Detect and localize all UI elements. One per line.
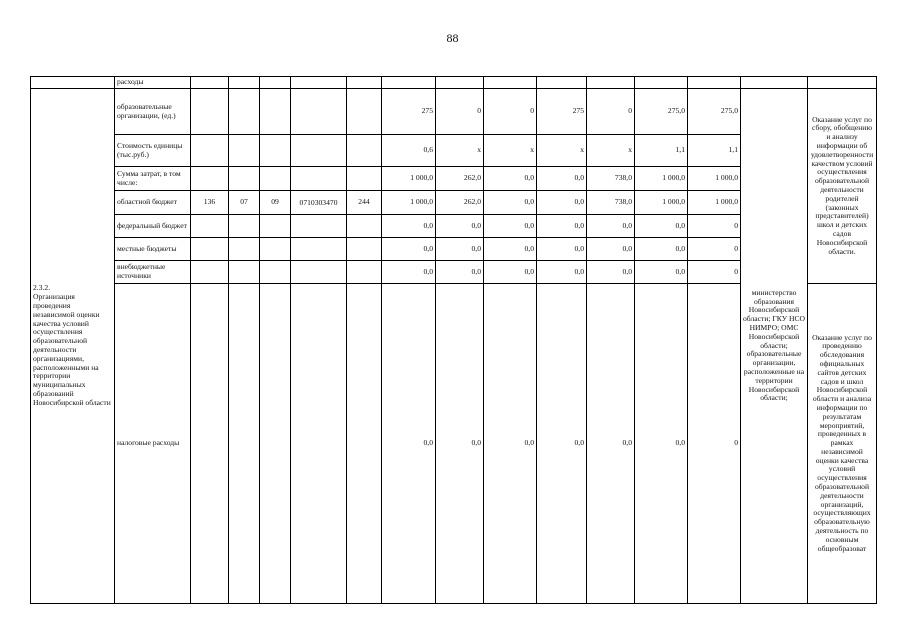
value-cell: 0,0 [635,284,688,604]
value-cell: 0,0 [537,238,587,261]
value-cell: х [436,135,484,167]
row-label: федеральный бюджет [115,215,191,238]
value-cell: 0,0 [537,261,587,284]
csr-cell [291,238,347,261]
vr-cell [347,284,382,604]
value-cell: 0,0 [484,261,537,284]
value-cell: 0,0 [587,261,635,284]
value-cell: 0,0 [484,167,537,191]
value-cell: 1 000,0 [382,167,436,191]
vr-cell [347,215,382,238]
row-label: Стоимость единицы (тыс.руб.) [115,135,191,167]
value-cell: 0 [688,215,741,238]
event-name: 2.3.2. Организация проведения независимой оценки качества условий осуществления образовательной деятельности организациями, расположенными на территории муниципальных образований Новосибирской области [31,89,115,604]
vr-cell [347,135,382,167]
value-cell: 1 000,0 [382,191,436,215]
value-cell: 0 [436,89,484,135]
value-cell: 1 000,0 [635,191,688,215]
value-cell: 275 [382,89,436,135]
pr-cell [260,135,291,167]
rz-cell [229,238,260,261]
value-cell: 0,0 [635,261,688,284]
rz-cell: 07 [229,191,260,215]
csr-cell: 0710303470 [291,191,347,215]
expected-result: Оказание услуг по сбору, обобщению и анализу информации об удовлетворенности качеством условий осуществления образовательной деятельности родителей (законных представителей) школ и детских садов Новосибирской области. [808,89,877,284]
rz-cell [229,167,260,191]
value-cell: х [484,135,537,167]
value-cell: 1 000,0 [635,167,688,191]
value-cell: 0,0 [635,215,688,238]
value-cell: 262,0 [436,191,484,215]
row-label: местные бюджеты [115,238,191,261]
value-cell: 0,0 [537,215,587,238]
row-label: расходы [115,77,191,89]
value-cell: 0 [688,261,741,284]
vr-cell [347,89,382,135]
rz-cell [229,261,260,284]
csr-cell [291,89,347,135]
value-cell: 738,0 [587,191,635,215]
table-row [31,89,877,135]
program-events-table [30,76,877,604]
value-cell: 1 000,0 [688,191,741,215]
csr-cell [291,215,347,238]
grbs-cell [191,89,229,135]
rz-cell [229,215,260,238]
vr-cell [347,167,382,191]
value-cell: 0,0 [484,191,537,215]
value-cell: 0,0 [382,284,436,604]
row-label: образовательные организации, (ед.) [115,89,191,135]
value-cell: 0,0 [635,238,688,261]
value-cell: х [587,135,635,167]
value-cell: 275,0 [635,89,688,135]
value-cell: 0,0 [587,238,635,261]
event-cell-prev [31,77,115,89]
expected-result: Оказание услуг по проведению обследования официальных сайтов детских садов и школ Новосибирской области и анализа информации по результатам мероприятий, проведенных в рамках независимой оценки качества условий осуществления образовательной деятельности организаций, осуществляющих образовательную деятельность по основным общеобразоват [808,284,877,604]
value-cell: 0 [688,284,741,604]
vr-cell [347,238,382,261]
value-cell: 0 [484,89,537,135]
value-cell: 0,0 [484,238,537,261]
grbs-cell [191,238,229,261]
value-cell: 0,0 [382,215,436,238]
table-row-continuation [31,77,877,89]
csr-cell [291,261,347,284]
executors: министерство образования Новосибирской области; ГКУ НСО НИМРО; ОМС Новосибирской области; образовательные организации, расположенные на территории Новосибирской области; [741,89,808,604]
value-cell: 1,1 [635,135,688,167]
pr-cell: 09 [260,191,291,215]
pr-cell [260,89,291,135]
value-cell: 0,0 [587,215,635,238]
rz-cell [229,135,260,167]
pr-cell [260,215,291,238]
pr-cell [260,238,291,261]
executor-cell-prev [741,77,808,89]
value-cell: 0,0 [382,238,436,261]
value-cell: 0,0 [484,215,537,238]
page-number: 88 [446,31,459,45]
value-cell: 1 000,0 [688,167,741,191]
value-cell: 262,0 [436,167,484,191]
value-cell: 0,0 [484,284,537,604]
value-cell: 0,0 [537,167,587,191]
row-label: областной бюджет [115,191,191,215]
value-cell: 0,0 [436,284,484,604]
csr-cell [291,167,347,191]
result-cell-prev [808,77,877,89]
grbs-cell: 136 [191,191,229,215]
value-cell: х [537,135,587,167]
value-cell: 0,0 [436,238,484,261]
grbs-cell [191,135,229,167]
pr-cell [260,167,291,191]
value-cell: 0,0 [382,261,436,284]
value-cell: 275 [537,89,587,135]
value-cell: 0,0 [537,284,587,604]
row-label: внебюджетные источники [115,261,191,284]
rz-cell [229,284,260,604]
value-cell: 0 [587,89,635,135]
row-label: налоговые расходы [115,284,191,604]
value-cell: 0,0 [436,261,484,284]
grbs-cell [191,215,229,238]
pr-cell [260,284,291,604]
row-label: Сумма затрат, в том числе: [115,167,191,191]
value-cell: 0,0 [537,191,587,215]
value-cell: 0,0 [436,215,484,238]
csr-cell [291,135,347,167]
grbs-cell [191,167,229,191]
vr-cell [347,261,382,284]
value-cell: 0,6 [382,135,436,167]
csr-cell [291,284,347,604]
pr-cell [260,261,291,284]
value-cell: 275,0 [688,89,741,135]
value-cell: 1,1 [688,135,741,167]
grbs-cell [191,261,229,284]
value-cell: 0 [688,238,741,261]
rz-cell [229,89,260,135]
value-cell: 0,0 [587,284,635,604]
grbs-cell [191,284,229,604]
vr-cell: 244 [347,191,382,215]
value-cell: 738,0 [587,167,635,191]
